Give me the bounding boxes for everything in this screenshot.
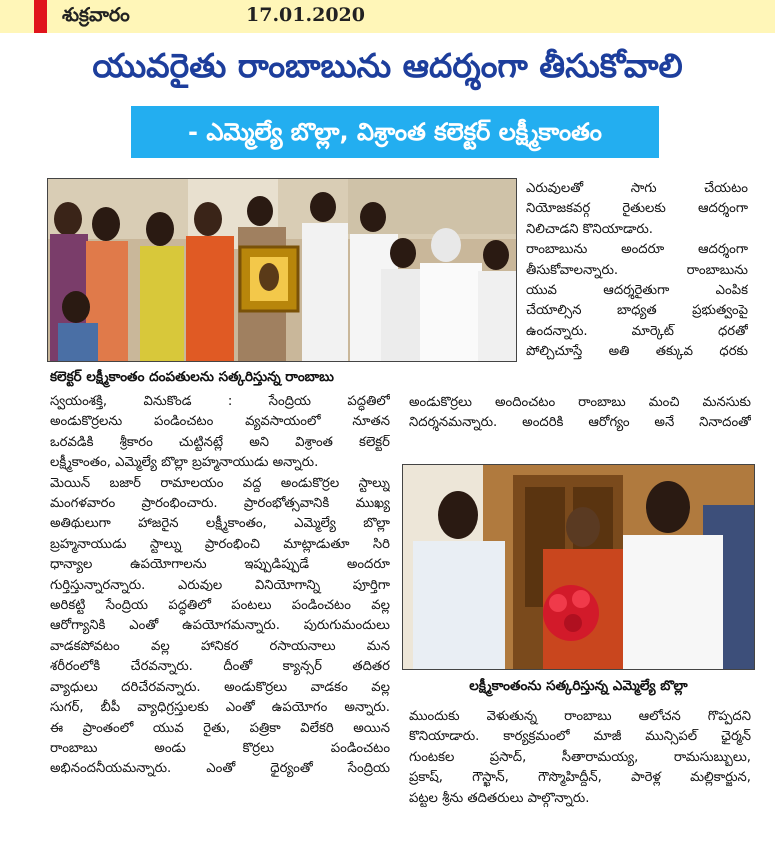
text-line: శరీరంలోకి చేరవన్నారు. దీంతో క్యాన్సర్ తదితర: [50, 659, 390, 675]
subheadline-box: [131, 106, 659, 158]
text-line: లక్ష్మీకాంతం, ఎమ్మెల్యే బొల్లా బ్రహ్మనాయుడు అన్నారు.: [50, 455, 319, 471]
text-line: రాంబాబును అందరూ ఆదర్శంగా: [526, 242, 748, 258]
text-line: అభినందనీయమన్నారు. ఎంతో ధైర్యంతో సేంద్రియ: [50, 761, 390, 777]
text-line: పోల్చిచూస్తే అతి తక్కువ ధరకు: [526, 344, 748, 360]
news-photo-felicitation-group: [47, 178, 517, 362]
text-line: తీసుకోవాలన్నారు. రాంబాబును: [526, 262, 748, 278]
text-line: బ్రహ్మనాయుడు స్టాల్ను ప్రారంభించి మాట్లాడుతూ సిరి: [50, 536, 390, 552]
text-line: పట్టల శ్రీను తదితరులు పాల్గొన్నారు.: [409, 790, 590, 806]
article-column-right-top: [526, 179, 748, 363]
text-line: కొనియాడారు. కార్యక్రమంలో మాజీ మున్సిపల్ ఛైర్మన్: [409, 729, 751, 745]
text-line: యువ ఆదర్శరైతుగా ఎంపిక: [526, 283, 748, 299]
text-line: నియోజకవర్గ రైతులకు ఆదర్శంగా: [526, 201, 748, 217]
text-line: వాడకపోవటం వల్ల హానికర రసాయనాలు మన: [50, 638, 390, 654]
text-line: గుర్తిస్తున్నారన్నారు. ఎరువుల వినియోగాన్ని పూర్తిగా: [50, 577, 390, 593]
photo1-caption: కలెక్టర్ లక్ష్మీకాంతం దంపతులను సత్కరిస్తున్న రాంబాబు: [50, 369, 334, 385]
text-line: ఆరోగ్యానికి ఎంతో ఉపయోగమన్నారు. పురుగుమందులు: [50, 618, 390, 634]
text-line: మెయిన్ బజార్ రామాలయం వద్ద అండుకొర్రల స్టాల్ను: [50, 475, 390, 491]
photo2-caption: లక్ష్మీకాంతంను సత్కరిస్తున్న ఎమ్మెల్యే బొల్లా: [469, 678, 688, 694]
text-line: అతిథులుగా హాజరైన లక్ష్మీకాంతం, ఎమ్మెల్యే బొల్లా: [50, 516, 390, 532]
text-line: సుగర్, బీపీ వ్యాధిగ్రస్తులకు ఎంతో ఉపయోగం అన్నారు.: [50, 700, 390, 716]
text-line: ధాన్యాల ఉపయోగాలను ఇప్పుడిప్పుడే అందరూ: [50, 557, 390, 573]
text-line: ముందుకు వెళుతున్న రాంబాబు ఆలోచన గొప్పదని: [409, 709, 751, 724]
text-line: నిలిచాడని కొనియాడారు.: [526, 221, 654, 237]
article-column-left: [50, 392, 390, 780]
text-line: ఒరవడికి శ్రీకారం చుట్టినట్లే అని విశ్రాంత కలెక్టర్: [50, 434, 390, 450]
news-photo-bouquet: [402, 464, 755, 670]
text-line: ప్రకాష్, గౌస్ఖాన్, గౌస్మొహిద్దీన్, పారెళ్ల మల్లికార్జున,: [409, 770, 751, 786]
text-line: గుంటకల ప్రసాద్, సీతారామయ్య, రామసుబ్బులు,: [409, 749, 751, 765]
text-line: ఈ ప్రాంతంలో యువ రైతు, పత్రికా విలేకరి అయిన: [50, 720, 390, 736]
day-label: శుక్రవారం: [62, 4, 130, 26]
group-photo-image: [48, 179, 517, 362]
text-line: వ్యాధులు దరిచేరవన్నారు. అండుకొర్రలు వాడకం వల్ల: [50, 679, 390, 695]
date-label: 17.01.2020: [246, 4, 365, 26]
text-line: ఉందన్నారు. మార్కెట్ ధరతో: [526, 323, 748, 339]
article-column-right-mid: [409, 393, 751, 434]
text-line: స్వయంశక్తి, వినుకొండ : సేంద్రియ పద్ధతిలో: [50, 394, 390, 409]
bouquet-photo-image: [403, 465, 755, 670]
text-line: అరికట్టి సేంద్రియ పద్ధతిలో పంటలు పండించటం వల్ల: [50, 598, 390, 614]
article-column-right-bottom: [409, 707, 751, 809]
text-line: రాంబాబు అండు కొర్రలు పండించటం: [50, 740, 390, 756]
text-line: నిదర్శనమన్నారు. అందరికి ఆరోగ్యం అనే నినాదంతో: [409, 415, 751, 431]
text-line: చేయాల్సిన బాధ్యత ప్రభుత్వంపై: [526, 303, 748, 319]
red-marker: [34, 0, 47, 33]
subheadline: - ఎమ్మెల్యే బొల్లా, విశ్రాంత కలెక్టర్ లక్ష్మీకాంతం: [188, 118, 602, 146]
text-line: ఎరువులతో సాగు చేయటం: [526, 181, 748, 196]
text-line: అండుకొర్రలు అందించటం రాంబాబు మంచి మనసుకు: [409, 395, 751, 410]
text-line: అండుకొర్రలను పండించటం వ్యవసాయంలో నూతన: [50, 414, 390, 430]
text-line: మంగళవారం ప్రారంభించారు. ప్రారంభోత్సవానికి ముఖ్య: [50, 496, 390, 512]
headline: యువరైతు రాంబాబును ఆదర్శంగా తీసుకోవాలి: [92, 46, 683, 85]
